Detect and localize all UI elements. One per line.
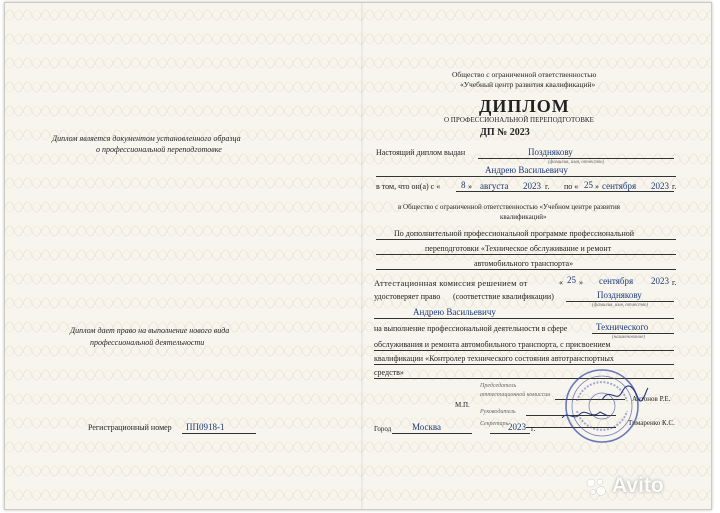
diploma-title: ДИПЛОМ xyxy=(479,96,570,116)
activity-value-3: квалификации «Контролер технического состояния автотранспортных xyxy=(374,354,614,363)
issued-label: Настоящий диплом выдан xyxy=(376,148,466,157)
diploma-subtitle: О ПРОФЕССИОНАЛЬНОЙ ПЕРЕПОДГОТОВКЕ xyxy=(444,116,594,124)
activity-underline-3 xyxy=(374,364,674,365)
end-month: сентября xyxy=(602,181,637,191)
program-underline-2 xyxy=(376,254,676,255)
school-line2: квалификаций» xyxy=(500,213,547,221)
chair-signature xyxy=(600,384,650,406)
year-suffix-2: г. xyxy=(672,182,677,191)
activity-caption: (наименование) xyxy=(612,335,646,340)
reg-number-label: Регистрационный номер xyxy=(88,423,172,432)
commission-day: 25 xyxy=(567,275,576,285)
city-underline xyxy=(392,433,472,434)
commission-month: сентября xyxy=(599,276,634,286)
program-line1: По дополнительной профессиональной программе профессиональной xyxy=(394,229,635,238)
certifies-note: (соответствие квалификации) xyxy=(453,292,554,301)
given-names2-value: Андрею Васильевичу xyxy=(413,307,496,317)
end-year: 2023 xyxy=(651,181,669,191)
city-label: Город xyxy=(374,425,392,433)
avito-logo-icon xyxy=(585,476,607,498)
program-line3: автомобильного транспорта» xyxy=(474,259,574,268)
reg-number-underline xyxy=(182,433,256,434)
start-year: 2023 xyxy=(523,181,541,191)
surname2-underline xyxy=(566,301,674,302)
left-rights-line1: Диплом дает право на выполнение нового вида xyxy=(70,326,230,335)
org-line2: «Учебный центр развития квалификаций» xyxy=(460,80,596,89)
period-underline xyxy=(456,191,674,192)
head-name: Тимаренко К.С. xyxy=(628,419,675,427)
commission-year: 2023 xyxy=(651,276,669,286)
period-prefix: в том, что он(а) с « xyxy=(376,182,441,191)
school-line1: в Общество с ограниченной ответственностью «Учебном центре развития xyxy=(398,203,620,211)
secretary-label: Секретарь xyxy=(480,421,509,427)
given-names-underline xyxy=(376,176,676,177)
year-value: 2023 xyxy=(508,422,526,432)
mp-label: М.П. xyxy=(455,401,470,409)
diploma-number: ДП № 2023 xyxy=(480,127,530,138)
start-day: 8 xyxy=(461,180,466,190)
year-underline xyxy=(490,433,530,434)
surname-underline xyxy=(478,158,674,159)
activity-value-1: Технического xyxy=(596,322,649,332)
start-month: августа xyxy=(480,181,509,191)
commission-label: Аттестационная комиссия решением от xyxy=(374,278,528,288)
activity-value-4: средств» xyxy=(374,368,404,377)
given-names-value: Андрею Васильевичу xyxy=(485,165,568,175)
end-day: 25 xyxy=(584,180,593,190)
period-mid: по « xyxy=(564,182,579,191)
name-caption2: (фамилия, имя, отчество) xyxy=(592,303,649,308)
program-line2: переподготовки «Техническое обслуживание и ремонт xyxy=(425,244,612,253)
head-signature xyxy=(560,406,610,424)
activity-label: на выполнение профессиональной деятельности в сфере xyxy=(374,324,568,333)
left-note-line2: о профессиональной переподготовке xyxy=(96,145,222,154)
left-rights-line2: профессиональной деятельности xyxy=(90,338,205,347)
left-note-line1: Диплом является документом установленного образца xyxy=(52,134,241,143)
reg-number-value: ПП0918-1 xyxy=(186,422,225,432)
chair-label-1: Председатель xyxy=(480,383,517,389)
given-names2-underline xyxy=(374,318,674,319)
activity-value-2: обслуживания и ремонта автомобильного транспорта, с присвоением xyxy=(374,340,611,349)
avito-watermark: Avito xyxy=(612,474,664,497)
year-suffix-3: г. xyxy=(672,278,677,287)
surname2-value: Позднякову xyxy=(597,290,642,300)
program-underline-3 xyxy=(376,269,676,270)
org-line1: Общество с ограниченной ответственностью xyxy=(452,70,597,79)
chair-name: Антонов Р.Е. xyxy=(632,395,671,403)
year-suffix-1: г. xyxy=(545,182,550,191)
program-underline-1 xyxy=(376,239,676,240)
certifies-label: удостоверяет право xyxy=(374,292,441,301)
activity-underline-2 xyxy=(374,350,674,351)
name-caption: (фамилия, имя, отчество) xyxy=(548,160,605,165)
chair-label-2: аттестационной комиссии xyxy=(480,392,551,398)
year-suffix: г. xyxy=(531,424,536,433)
city-value: Москва xyxy=(412,422,441,432)
activity-underline-1 xyxy=(592,333,674,334)
center-fold xyxy=(361,3,364,509)
surname-value: Позднякову xyxy=(528,147,573,157)
head-label: Руководитель xyxy=(480,409,516,415)
